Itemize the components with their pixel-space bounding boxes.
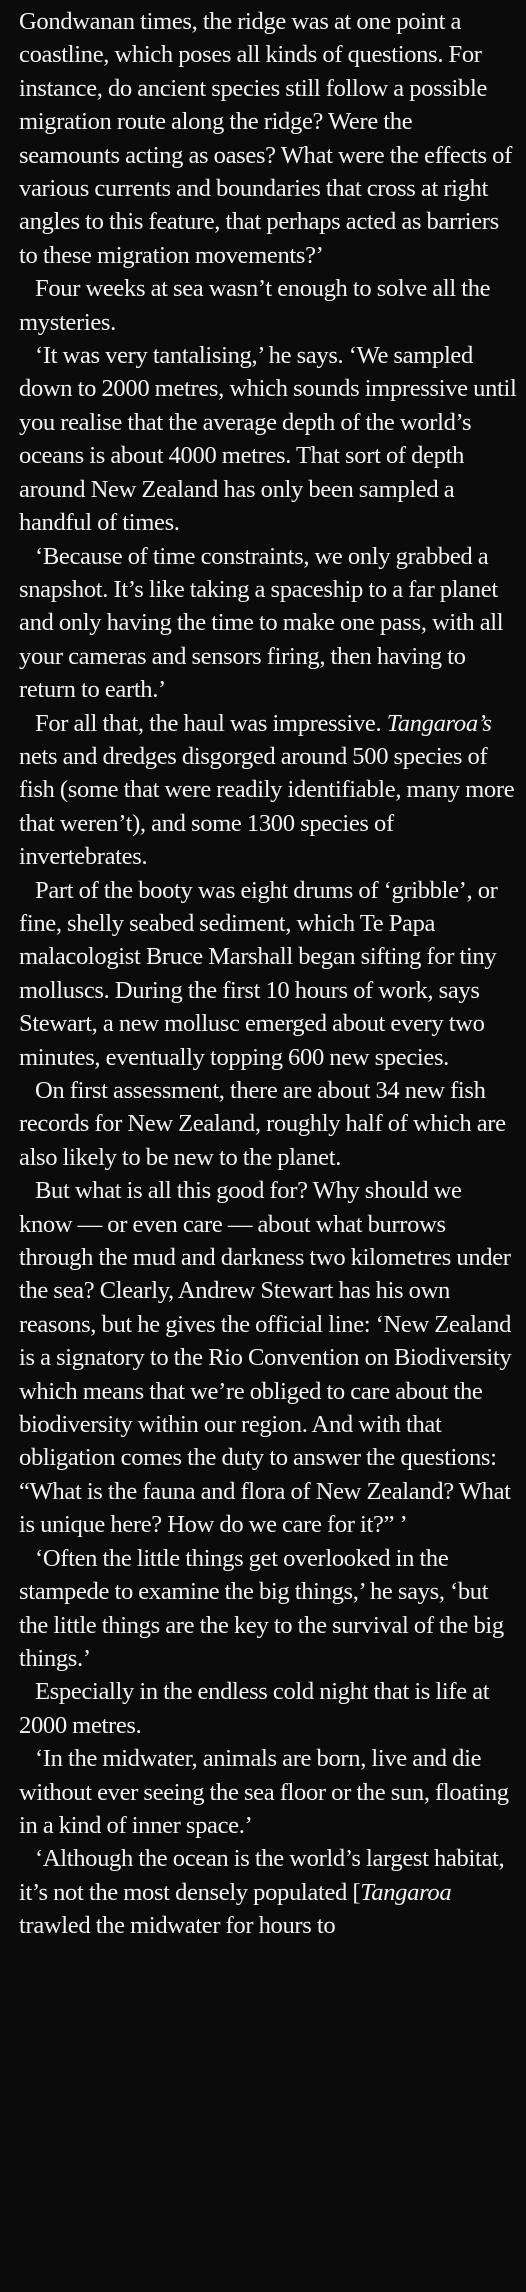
paragraph-text: Especially in the endless cold night that is life at 2000 metres. — [19, 1678, 490, 1739]
italic-text: Tangaroa — [360, 1878, 452, 1906]
article-paragraph — [19, 1842, 518, 1942]
article-paragraph — [19, 272, 518, 339]
article-body — [19, 5, 518, 1943]
paragraph-text: Four weeks at sea wasn’t enough to solve all the mysteries. — [19, 275, 491, 336]
paragraph-text: nets and dredges disgorged around 500 species of fish (some that were readily identifiable, many more that weren’t), and some 1300 species of invertebrates. — [19, 742, 515, 871]
article-paragraph — [19, 5, 518, 272]
paragraph-text: For all that, the haul was impressive. — [35, 709, 387, 737]
article-paragraph — [19, 874, 518, 1074]
paragraph-text: ‘Although the ocean is the world’s largest habitat, it’s not the most densely populated [ — [19, 1845, 505, 1906]
paragraph-text: But what is all this good for? Why should we know — or even care — about what burrows through the mud and darkness two kilometres under the sea? Clearly, Andrew Stewart has his own reasons, but he gives the official line: ‘New Zealand is a signatory to the Rio Convention on Biodiversity which means that we’re obliged to care about the biodiversity within our region. And with that obligation comes the duty to answer the questions: “What is the fauna and flora of New Zealand? What is unique here? How do we care for it?” ’ — [19, 1177, 512, 1539]
paragraph-text: Part of the booty was eight drums of ‘gribble’, or fine, shelly seabed sediment, which Te Papa malacologist Bruce Marshall began sifting for tiny molluscs. During the first 10 hours of work, says Stewart, a new mollusc emerged about every two minutes, eventually topping 600 new species. — [19, 876, 498, 1071]
italic-text: Tangaroa’s — [386, 709, 492, 737]
paragraph-text: Gondwanan times, the ridge was at one point a coastline, which poses all kinds of questions. For instance, do ancient species still follow a possible migration route along the ridge? Were the seamounts acting as oases? What were the effects of various currents and boundaries that cross at right angles to this feature, that perhaps acted as barriers to these migration movements?’ — [19, 8, 512, 269]
paragraph-text: ‘In the midwater, animals are born, live and die without ever seeing the sea floor or the sun, floating in a kind of inner space.’ — [19, 1745, 509, 1839]
paragraph-text: ‘Because of time constraints, we only grabbed a snapshot. It’s like taking a spaceship to a far planet and only having the time to make one pass, with all your cameras and sensors firing, then having to return to earth.’ — [19, 542, 504, 704]
article-paragraph — [19, 1074, 518, 1174]
article-paragraph — [19, 707, 518, 874]
article-paragraph — [19, 1542, 518, 1676]
article-paragraph — [19, 1742, 518, 1842]
paragraph-text: trawled the midwater for hours to — [19, 1912, 336, 1940]
paragraph-text: ‘It was very tantalising,’ he says. ‘We sampled down to 2000 metres, which sounds impressive until you realise that the average depth of the world’s oceans is about 4000 metres. That sort of depth around New Zealand has only been sampled a handful of times. — [19, 342, 517, 537]
article-paragraph — [19, 1675, 518, 1742]
paragraph-text: ‘Often the little things get overlooked in the stampede to examine the big things,’ he says, ‘but the little things are the key to the survival of the big things.’ — [19, 1544, 504, 1672]
article-paragraph — [19, 1174, 518, 1541]
paragraph-text: On first assessment, there are about 34 new fish records for New Zealand, roughly half of which are also likely to be new to the planet. — [19, 1077, 506, 1171]
article-paragraph — [19, 540, 518, 707]
article-paragraph — [19, 339, 518, 539]
